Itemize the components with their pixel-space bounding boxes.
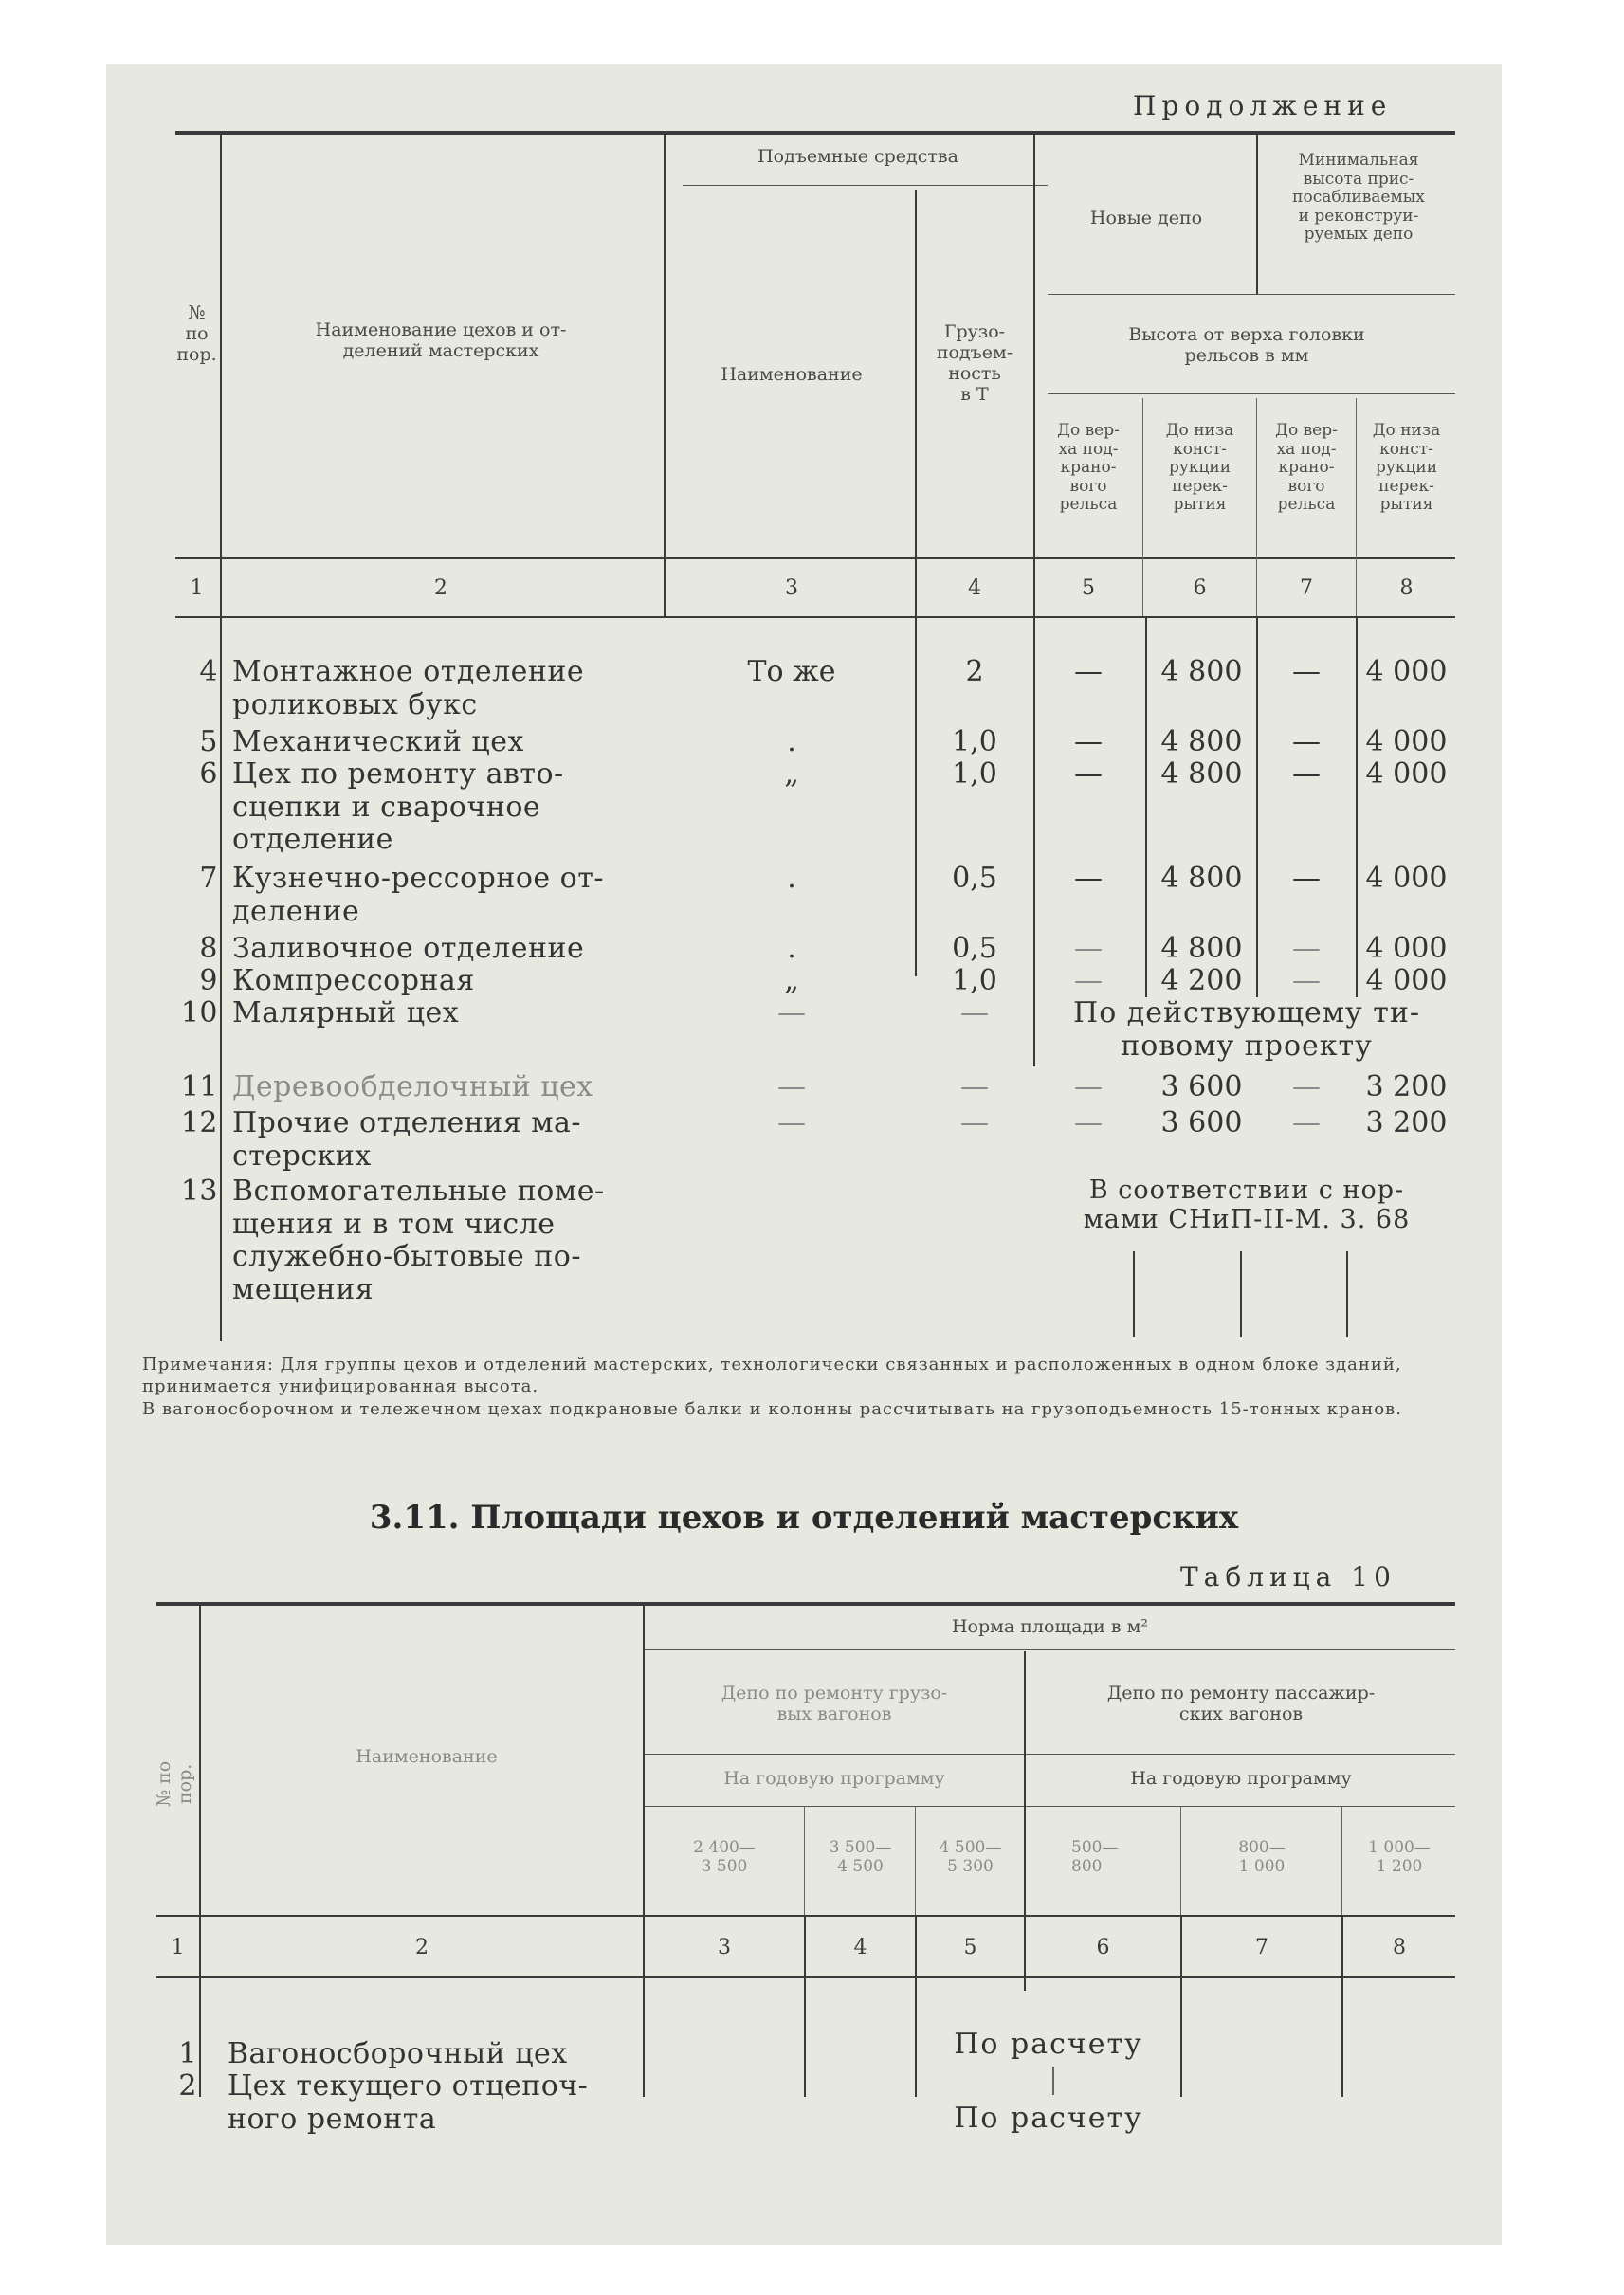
- table9-row-no: 6: [199, 757, 218, 791]
- table10-colnum-6: 6: [1096, 1936, 1110, 1959]
- table9-row-c6: 4 800: [1160, 932, 1243, 965]
- table9-notes: Примечания: Для группы цехов и отделений мастерских, технологически связанных и расположенных в одном блоке зданий, принимается унифицированная высота. В вагоносборочном и тележечном цехах подкрановые балки и колонны рассчитывать на грузоподъемность 15-тонных кранов.: [142, 1355, 1402, 1419]
- table9-row-name: Малярный цех: [232, 996, 460, 1029]
- table9-top-rule: [175, 131, 1455, 135]
- table9-row-c6: 4 800: [1160, 757, 1243, 791]
- table10-header-range: 3 500— 4 500: [829, 1838, 892, 1876]
- table10-rule-norm: [645, 1649, 1455, 1650]
- table10-vline-3: [804, 1806, 805, 1915]
- table9-row-c6: 3 600: [1160, 1070, 1243, 1103]
- table9-vline-extra-2: [1240, 1251, 1242, 1337]
- table9-row-no: 11: [180, 1070, 218, 1103]
- table9-row-capacity: —: [960, 1070, 989, 1103]
- table10-row-value: По расчету: [917, 2029, 1180, 2062]
- table9-header-lift-name: Наименование: [721, 364, 863, 385]
- table9-vline-6a: [1256, 133, 1258, 294]
- table9-row-name: Прочие отделения ма- стерских: [232, 1106, 582, 1173]
- table9-row-c8: 4 000: [1365, 757, 1448, 791]
- table10-colnum-5: 5: [963, 1936, 977, 1959]
- table9-row-name: Механический цех: [232, 725, 524, 758]
- table9-colnum-bottom: [175, 616, 1455, 618]
- table10-colnum-4: 4: [853, 1936, 867, 1959]
- table9-colnum-1: 1: [190, 576, 204, 600]
- table10-row-value: По расчету: [917, 2103, 1180, 2136]
- table10-header-name: Наименование: [356, 1746, 498, 1767]
- table9-row-c5: —: [1074, 757, 1103, 791]
- table9-row-lift: —: [777, 1106, 806, 1139]
- section-title: 3.11. Площади цехов и отделений мастерских: [369, 1499, 1239, 1537]
- table9-row-merged: В соответствии с нор- мами СНиП-II-М. 3. 68: [1038, 1175, 1455, 1234]
- table9-row-name: Монтажное отделение роликовых букс: [232, 655, 585, 721]
- table9-rule-newdepot: [1048, 294, 1455, 295]
- table10-row-name: Цех текущего отцепоч- ного ремонта: [228, 2069, 589, 2136]
- table9-row-c5: —: [1074, 1070, 1103, 1103]
- table9-colnum-2: 2: [434, 576, 447, 600]
- table10-colnum-2: 2: [415, 1936, 429, 1959]
- table9-colnum-6: 6: [1193, 576, 1207, 600]
- table9-row-lift: .: [787, 725, 796, 758]
- table10-row-no: 2: [178, 2069, 197, 2103]
- table10-colnum-3: 3: [718, 1936, 731, 1959]
- table9-row-c7: —: [1292, 757, 1321, 791]
- table10-header-range: 4 500— 5 300: [939, 1838, 1002, 1876]
- table9-row-c7: —: [1292, 964, 1321, 997]
- table10-caption: Таблица 10: [1180, 1561, 1396, 1593]
- table10-colnum-8: 8: [1393, 1936, 1406, 1959]
- table9-row-c7: —: [1292, 655, 1321, 688]
- table9-row-capacity: 2: [965, 655, 984, 688]
- table10-colnum-bottom: [156, 1976, 1455, 1978]
- table10-rule-program: [645, 1806, 1455, 1807]
- table9-row-c6: 3 600: [1160, 1106, 1243, 1139]
- table9-row-no: 12: [180, 1106, 218, 1139]
- table9-row-c8: 4 000: [1365, 862, 1448, 895]
- table9-row-c5: —: [1074, 932, 1103, 965]
- table9-colnum-4: 4: [968, 576, 981, 600]
- table9-row-capacity: 0,5: [952, 862, 997, 895]
- table9-row-capacity: —: [960, 996, 989, 1029]
- table9-row-c5: —: [1074, 655, 1103, 688]
- table10-header-no: № по пор.: [154, 1760, 195, 1807]
- table9-header-bottom: [175, 557, 1455, 559]
- table10-vline-1: [199, 1604, 201, 2097]
- continued-label: Продолжение: [1133, 90, 1393, 121]
- table9-row-c6: 4 200: [1160, 964, 1243, 997]
- table9-row-name: Кузнечно-рессорное от- деление: [232, 862, 604, 928]
- table9-header-new-depot: Новые депо: [1089, 208, 1203, 228]
- table9-row-capacity: 0,5: [952, 932, 997, 965]
- table9-row-lift: —: [777, 996, 806, 1029]
- table9-row-capacity: 1,0: [952, 964, 997, 997]
- table9-row-c5: —: [1074, 964, 1103, 997]
- table9-colnum-3: 3: [785, 576, 798, 600]
- table9-row-no: 13: [180, 1175, 218, 1208]
- table9-header-no: № по пор.: [176, 302, 217, 365]
- table9-header-col5: До вер- ха под- крано- вого рельса: [1057, 421, 1120, 515]
- table9-header-col7: До вер- ха под- крано- вого рельса: [1275, 421, 1338, 515]
- table9-row-no: 5: [199, 725, 218, 758]
- table9-row-c7: —: [1292, 862, 1321, 895]
- table10-vline-7: [1341, 1806, 1342, 1915]
- table9-row-c6: 4 800: [1160, 655, 1243, 688]
- table9-row-c8: 3 200: [1365, 1070, 1448, 1103]
- table9-vline-extra-3: [1346, 1251, 1348, 1337]
- table9-header-height-from: Высота от верха головки рельсов в мм: [1128, 324, 1365, 366]
- table10-header-program-freight: На годовую программу: [723, 1768, 945, 1789]
- table9-row-c6: 4 800: [1160, 725, 1243, 758]
- table9-rule-height: [1048, 393, 1455, 394]
- table9-vline-6: [1256, 398, 1257, 616]
- table9-row-merged: По действующему ти- повому проекту: [1038, 997, 1455, 1063]
- table9-vline-1: [220, 133, 222, 1341]
- table9-row-capacity: —: [960, 1106, 989, 1139]
- table9-row-lift: „: [784, 964, 799, 997]
- table9-row-lift: То же: [747, 655, 836, 688]
- table10-header-range: 1 000— 1 200: [1368, 1838, 1431, 1876]
- table9-row-c8: 4 000: [1365, 655, 1448, 688]
- table9-row-c8: 3 200: [1365, 1106, 1448, 1139]
- table9-colnum-8: 8: [1399, 576, 1414, 600]
- table10-vline-4: [915, 1806, 916, 1915]
- table10-header-passenger: Депо по ремонту пассажир- ских вагонов: [1106, 1683, 1376, 1724]
- table9-row-no: 7: [199, 862, 218, 895]
- table9-header-col8: До низа конст- рукции перек- рытия: [1372, 421, 1441, 515]
- table9-row-c7: —: [1292, 1070, 1321, 1103]
- table9-header-capacity: Грузо- подъем- ность в Т: [936, 321, 1013, 405]
- table10-header-norm: Норма площади в м²: [951, 1616, 1148, 1637]
- table9-header-col6: До низа конст- рукции перек- рытия: [1165, 421, 1234, 515]
- table9-vline-extra-1: [1133, 1251, 1135, 1337]
- table9-header-min-height: Минимальная высота прис- посабливаемых и реконструи- руемых депо: [1292, 151, 1425, 245]
- table9-vline-7: [1356, 398, 1357, 616]
- table9-row-capacity: 1,0: [952, 757, 997, 791]
- table10-row-no: 1: [178, 2037, 197, 2070]
- table9-vline-2: [664, 133, 666, 616]
- table9-colnum-5: 5: [1082, 576, 1095, 600]
- table9-vline-3: [915, 190, 917, 976]
- table10-vline-6: [1180, 1806, 1181, 1915]
- table9-row-no: 4: [199, 655, 218, 688]
- table10-header-freight: Депо по ремонту грузо- вых вагонов: [721, 1683, 948, 1724]
- table9-row-c7: —: [1292, 1106, 1321, 1139]
- table10-vline-5: [1024, 1651, 1026, 1915]
- table10-header-bottom: [156, 1915, 1455, 1917]
- table10-header-range: 500— 800: [1071, 1838, 1119, 1876]
- table10-row-name: Вагоносборочный цех: [228, 2037, 568, 2070]
- table9-row-c7: —: [1292, 725, 1321, 758]
- table9-row-no: 10: [180, 996, 218, 1029]
- table10-rule-depot: [645, 1754, 1455, 1755]
- table9-row-name: Цех по ремонту авто- сцепки и сварочное отделение: [232, 757, 564, 856]
- table9-row-c5: —: [1074, 725, 1103, 758]
- table9-header-lifting: Подъемные средства: [757, 146, 958, 167]
- table9-row-c5: —: [1074, 1106, 1103, 1139]
- table9-header-name: Наименование цехов и от- делений мастерских: [315, 319, 567, 361]
- table9-row-capacity: 1,0: [952, 725, 997, 758]
- table9-row-name: Заливочное отделение: [232, 932, 585, 965]
- table9-row-c6: 4 800: [1160, 862, 1243, 895]
- table9-row-lift: .: [787, 862, 796, 895]
- table10-colnum-7: 7: [1255, 1936, 1268, 1959]
- table9-row-name: Вспомогательные поме- щения и в том числе служебно-бытовые по- мещения: [232, 1175, 605, 1306]
- table9-colnum-7: 7: [1300, 576, 1313, 600]
- table10-colnum-1: 1: [171, 1936, 185, 1959]
- table9-row-c8: 4 000: [1365, 932, 1448, 965]
- table10-header-range: 800— 1 000: [1238, 1838, 1286, 1876]
- table9-row-c8: 4 000: [1365, 964, 1448, 997]
- table10-top-rule: [156, 1602, 1455, 1606]
- table9-rule-lifting: [683, 185, 1048, 186]
- table10-merge-divider: [1052, 2067, 1054, 2095]
- table10-header-range: 2 400— 3 500: [693, 1838, 756, 1876]
- table9-row-c7: —: [1292, 932, 1321, 965]
- table9-row-name: Компрессорная: [232, 964, 475, 997]
- table9-vline-5: [1142, 398, 1143, 616]
- table9-row-lift: „: [784, 757, 799, 791]
- table9-row-no: 8: [199, 932, 218, 965]
- table9-row-lift: .: [787, 932, 796, 965]
- table9-row-c8: 4 000: [1365, 725, 1448, 758]
- table9-row-name: Деревообделочный цех: [232, 1070, 593, 1103]
- table10-header-program-passenger: На годовую программу: [1130, 1768, 1352, 1789]
- table9-row-no: 9: [199, 964, 218, 997]
- table9-row-c5: —: [1074, 862, 1103, 895]
- table9-row-lift: —: [777, 1070, 806, 1103]
